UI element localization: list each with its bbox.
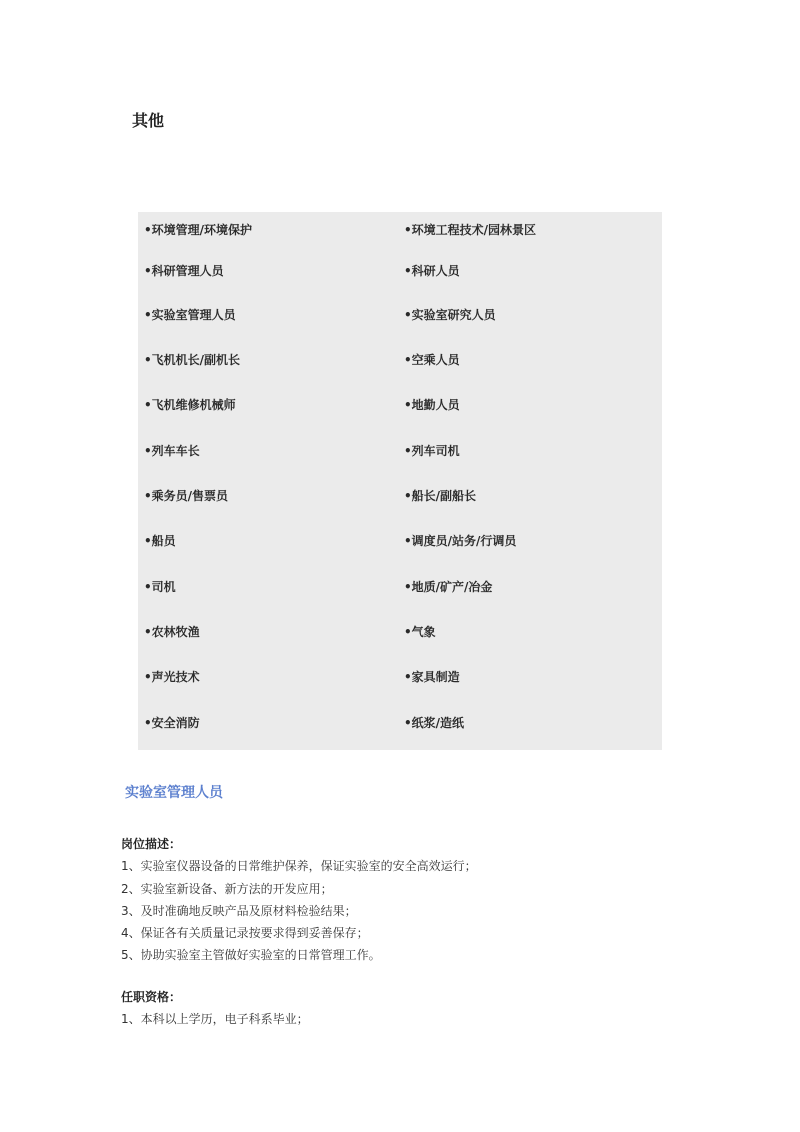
occupation-link[interactable]: •声光技术 [144,670,200,684]
description-heading: 岗位描述： [121,837,182,851]
description-line: 3、及时准确地反映产品及原材料检验结果； [121,904,357,918]
occupation-link[interactable]: •调度员/站务/行调员 [404,534,517,548]
occupation-link[interactable]: •地勤人员 [404,398,460,412]
occupation-link[interactable]: •司机 [144,580,176,594]
occupation-link[interactable]: •实验室研究人员 [404,308,496,322]
description-line: 2、实验室新设备、新方法的开发应用； [121,882,333,896]
occupation-link[interactable]: •科研人员 [404,264,460,278]
occupation-link[interactable]: •安全消防 [144,716,200,730]
job-title: 实验室管理人员 [125,785,223,801]
occupation-link[interactable]: •环境工程技术/园林景区 [404,223,537,237]
occupation-link[interactable]: •飞机机长/副机长 [144,353,241,367]
occupation-link[interactable]: •环境管理/环境保护 [144,223,253,237]
description-line: 5、协助实验室主管做好实验室的日常管理工作。 [121,948,381,962]
occupation-link[interactable]: •空乘人员 [404,353,460,367]
section-title: 其他 [132,111,165,130]
description-line: 1、实验室仪器设备的日常维护保养，保证实验室的安全高效运行； [121,859,477,873]
occupation-link[interactable]: •船员 [144,534,176,548]
occupation-link[interactable]: •实验室管理人员 [144,308,236,322]
occupation-link[interactable]: •科研管理人员 [144,264,224,278]
occupation-link[interactable]: •农林牧渔 [144,625,200,639]
occupation-link[interactable]: •船长/副船长 [404,489,477,503]
occupation-grid [138,212,662,750]
occupation-link[interactable]: •飞机维修机械师 [144,398,236,412]
occupation-link[interactable]: •地质/矿产/冶金 [404,580,493,594]
occupation-link[interactable]: •家具制造 [404,670,460,684]
occupation-link[interactable]: •列车司机 [404,444,460,458]
requirements-heading: 任职资格： [121,990,182,1004]
requirements-line: 1、本科以上学历，电子科系毕业； [121,1012,309,1026]
occupation-link[interactable]: •列车车长 [144,444,200,458]
occupation-link[interactable]: •纸浆/造纸 [404,716,465,730]
occupation-link[interactable]: •气象 [404,625,436,639]
description-line: 4、保证各有关质量记录按要求得到妥善保存； [121,926,369,940]
occupation-link[interactable]: •乘务员/售票员 [144,489,229,503]
